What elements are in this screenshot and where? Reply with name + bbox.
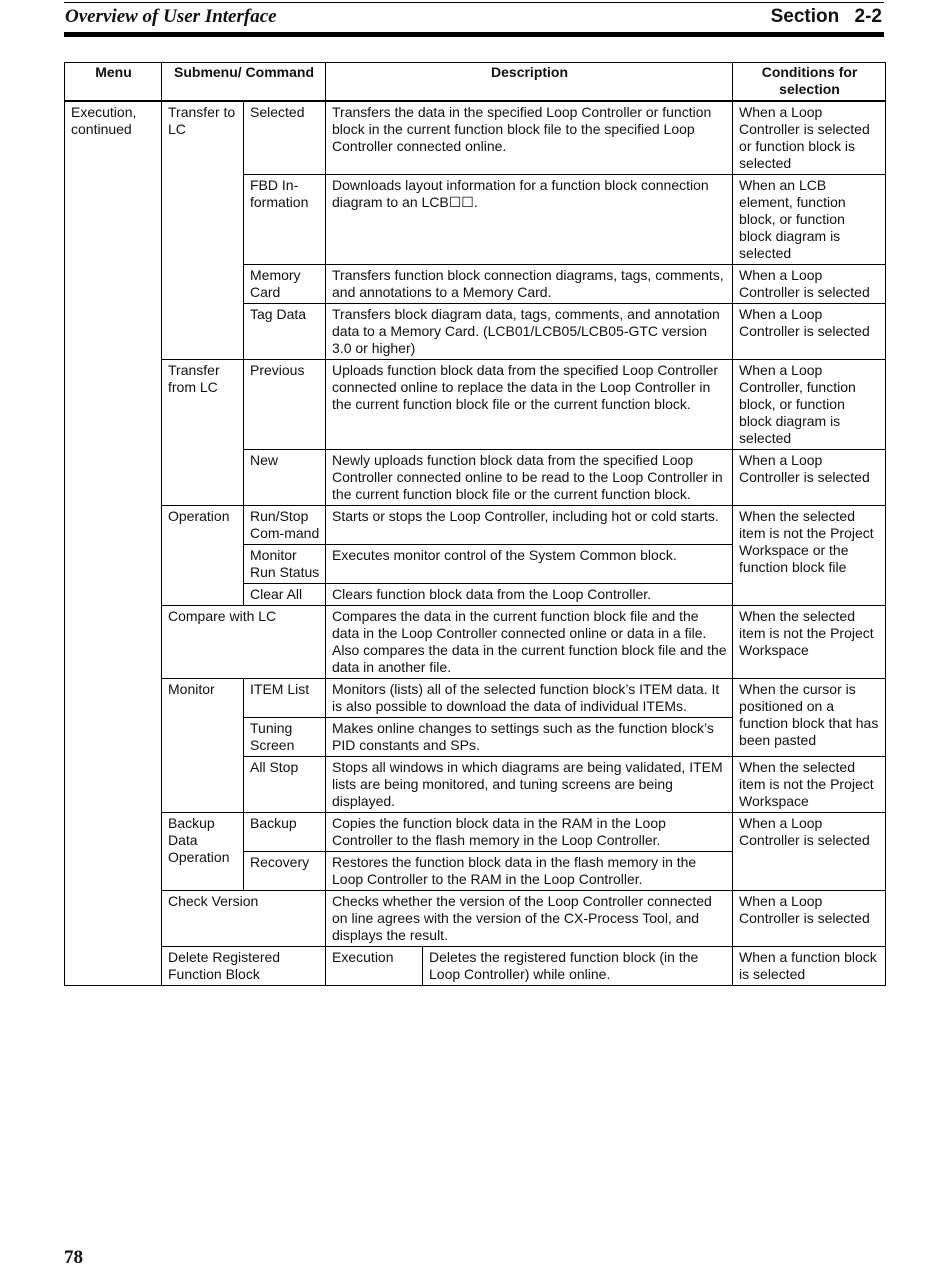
description-cell: Restores the function block data in the flash memory in the Loop Controller to the RAM in the Loop Controller. bbox=[326, 852, 733, 891]
condition-cell: When a Loop Controller is selected bbox=[733, 304, 886, 360]
description-cell: Newly uploads function block data from the specified Loop Controller connected online to be read to the Loop Controller in the current function block file or the current function block. bbox=[326, 450, 733, 506]
description-cell: Executes monitor control of the System Common block. bbox=[326, 545, 733, 584]
condition-cell: When a Loop Controller is selected bbox=[733, 891, 886, 947]
description-cell: Uploads function block data from the specified Loop Controller connected online to replace the data in the Loop Controller in the current function block file or the current function block. bbox=[326, 360, 733, 450]
description-cell: Monitors (lists) all of the selected function block’s ITEM data. It is also possible to download the data of individual ITEMs. bbox=[326, 679, 733, 718]
command-item-list: ITEM List bbox=[244, 679, 326, 718]
header-top-rule bbox=[64, 2, 884, 3]
command-new: New bbox=[244, 450, 326, 506]
condition-cell: When the selected item is not the Project Workspace bbox=[733, 757, 886, 813]
section-number: 2-2 bbox=[854, 6, 882, 27]
col-header-submenu: Submenu/ Command bbox=[162, 63, 326, 102]
condition-cell: When a function block is selected bbox=[733, 947, 886, 986]
command-recovery: Recovery bbox=[244, 852, 326, 891]
table-row bbox=[65, 947, 886, 986]
command-monitor-run-status: Monitor Run Status bbox=[244, 545, 326, 584]
condition-cell: When the selected item is not the Project Workspace bbox=[733, 606, 886, 679]
section-word: Section bbox=[770, 6, 840, 27]
command-fbd-information: FBD In-formation bbox=[244, 175, 326, 265]
submenu-backup-data-operation: Backup Data Operation bbox=[162, 813, 244, 891]
command-selected: Selected bbox=[244, 101, 326, 175]
table-header-row bbox=[65, 63, 886, 102]
condition-cell: When a Loop Controller is selected bbox=[733, 265, 886, 304]
command-execution: Execution bbox=[326, 947, 423, 986]
submenu-transfer-to-lc: Transfer to LC bbox=[162, 101, 244, 360]
table-row bbox=[65, 679, 886, 718]
submenu-transfer-from-lc: Transfer from LC bbox=[162, 360, 244, 506]
description-cell: Transfers function block connection diagrams, tags, comments, and annotations to a Memory Card. bbox=[326, 265, 733, 304]
submenu-operation: Operation bbox=[162, 506, 244, 606]
command-backup: Backup bbox=[244, 813, 326, 852]
description-cell: Stops all windows in which diagrams are being validated, ITEM lists are being monitored, and tuning screens are being displayed. bbox=[326, 757, 733, 813]
table-row bbox=[65, 101, 886, 175]
condition-cell: When the cursor is positioned on a function block that has been pasted bbox=[733, 679, 886, 757]
command-clear-all: Clear All bbox=[244, 584, 326, 606]
col-header-menu: Menu bbox=[65, 63, 162, 102]
table-row bbox=[65, 813, 886, 852]
menu-table bbox=[64, 62, 886, 986]
description-cell: Checks whether the version of the Loop Controller connected on line agrees with the version of the CX-Process Tool, and displays the result. bbox=[326, 891, 733, 947]
description-cell: Transfers block diagram data, tags, comments, and annotation data to a Memory Card. (LCB01/LCB05/LCB05-GTC version 3.0 or higher) bbox=[326, 304, 733, 360]
col-header-description: Description bbox=[326, 63, 733, 102]
condition-cell: When a Loop Controller is selected bbox=[733, 450, 886, 506]
command-all-stop: All Stop bbox=[244, 757, 326, 813]
command-tuning-screen: Tuning Screen bbox=[244, 718, 326, 757]
col-header-conditions: Conditions for selection bbox=[733, 63, 886, 102]
condition-cell: When a Loop Controller is selected or function block is selected bbox=[733, 101, 886, 175]
condition-cell: When the selected item is not the Project Workspace or the function block file bbox=[733, 506, 886, 606]
command-run-stop: Run/Stop Com-mand bbox=[244, 506, 326, 545]
command-previous: Previous bbox=[244, 360, 326, 450]
condition-cell: When a Loop Controller, function block, or function block diagram is selected bbox=[733, 360, 886, 450]
condition-cell: When a Loop Controller is selected bbox=[733, 813, 886, 891]
submenu-compare-with-lc: Compare with LC bbox=[162, 606, 326, 679]
submenu-monitor: Monitor bbox=[162, 679, 244, 813]
command-memory-card: Memory Card bbox=[244, 265, 326, 304]
menu-cell: Execution, continued bbox=[65, 101, 162, 986]
section-label bbox=[771, 6, 882, 28]
submenu-check-version: Check Version bbox=[162, 891, 326, 947]
description-cell: Copies the function block data in the RAM in the Loop Controller to the flash memory in the Loop Controller. bbox=[326, 813, 733, 852]
description-cell: Downloads layout information for a function block connection diagram to an LCB☐☐. bbox=[326, 175, 733, 265]
table-row bbox=[65, 606, 886, 679]
table-row bbox=[65, 506, 886, 545]
submenu-delete-registered: Delete Registered Function Block bbox=[162, 947, 326, 986]
condition-cell: When an LCB element, function block, or function block diagram is selected bbox=[733, 175, 886, 265]
table-row bbox=[65, 891, 886, 947]
description-cell: Starts or stops the Loop Controller, including hot or cold starts. bbox=[326, 506, 733, 545]
header-rule bbox=[64, 32, 884, 37]
description-cell: Makes online changes to settings such as the function block’s PID constants and SPs. bbox=[326, 718, 733, 757]
command-tag-data: Tag Data bbox=[244, 304, 326, 360]
description-cell: Clears function block data from the Loop Controller. bbox=[326, 584, 733, 606]
description-cell: Deletes the registered function block (in the Loop Controller) while online. bbox=[423, 947, 733, 986]
table-row bbox=[65, 360, 886, 450]
description-cell: Transfers the data in the specified Loop Controller or function block in the current function block file to the specified Loop Controller connected online. bbox=[326, 101, 733, 175]
page-number: 78 bbox=[64, 1247, 83, 1268]
description-cell: Compares the data in the current function block file and the data in the Loop Controller connected online or data in a file. Also compares the data in the current function block file and the data in another file. bbox=[326, 606, 733, 679]
page-header-title: Overview of User Interface bbox=[65, 6, 277, 27]
